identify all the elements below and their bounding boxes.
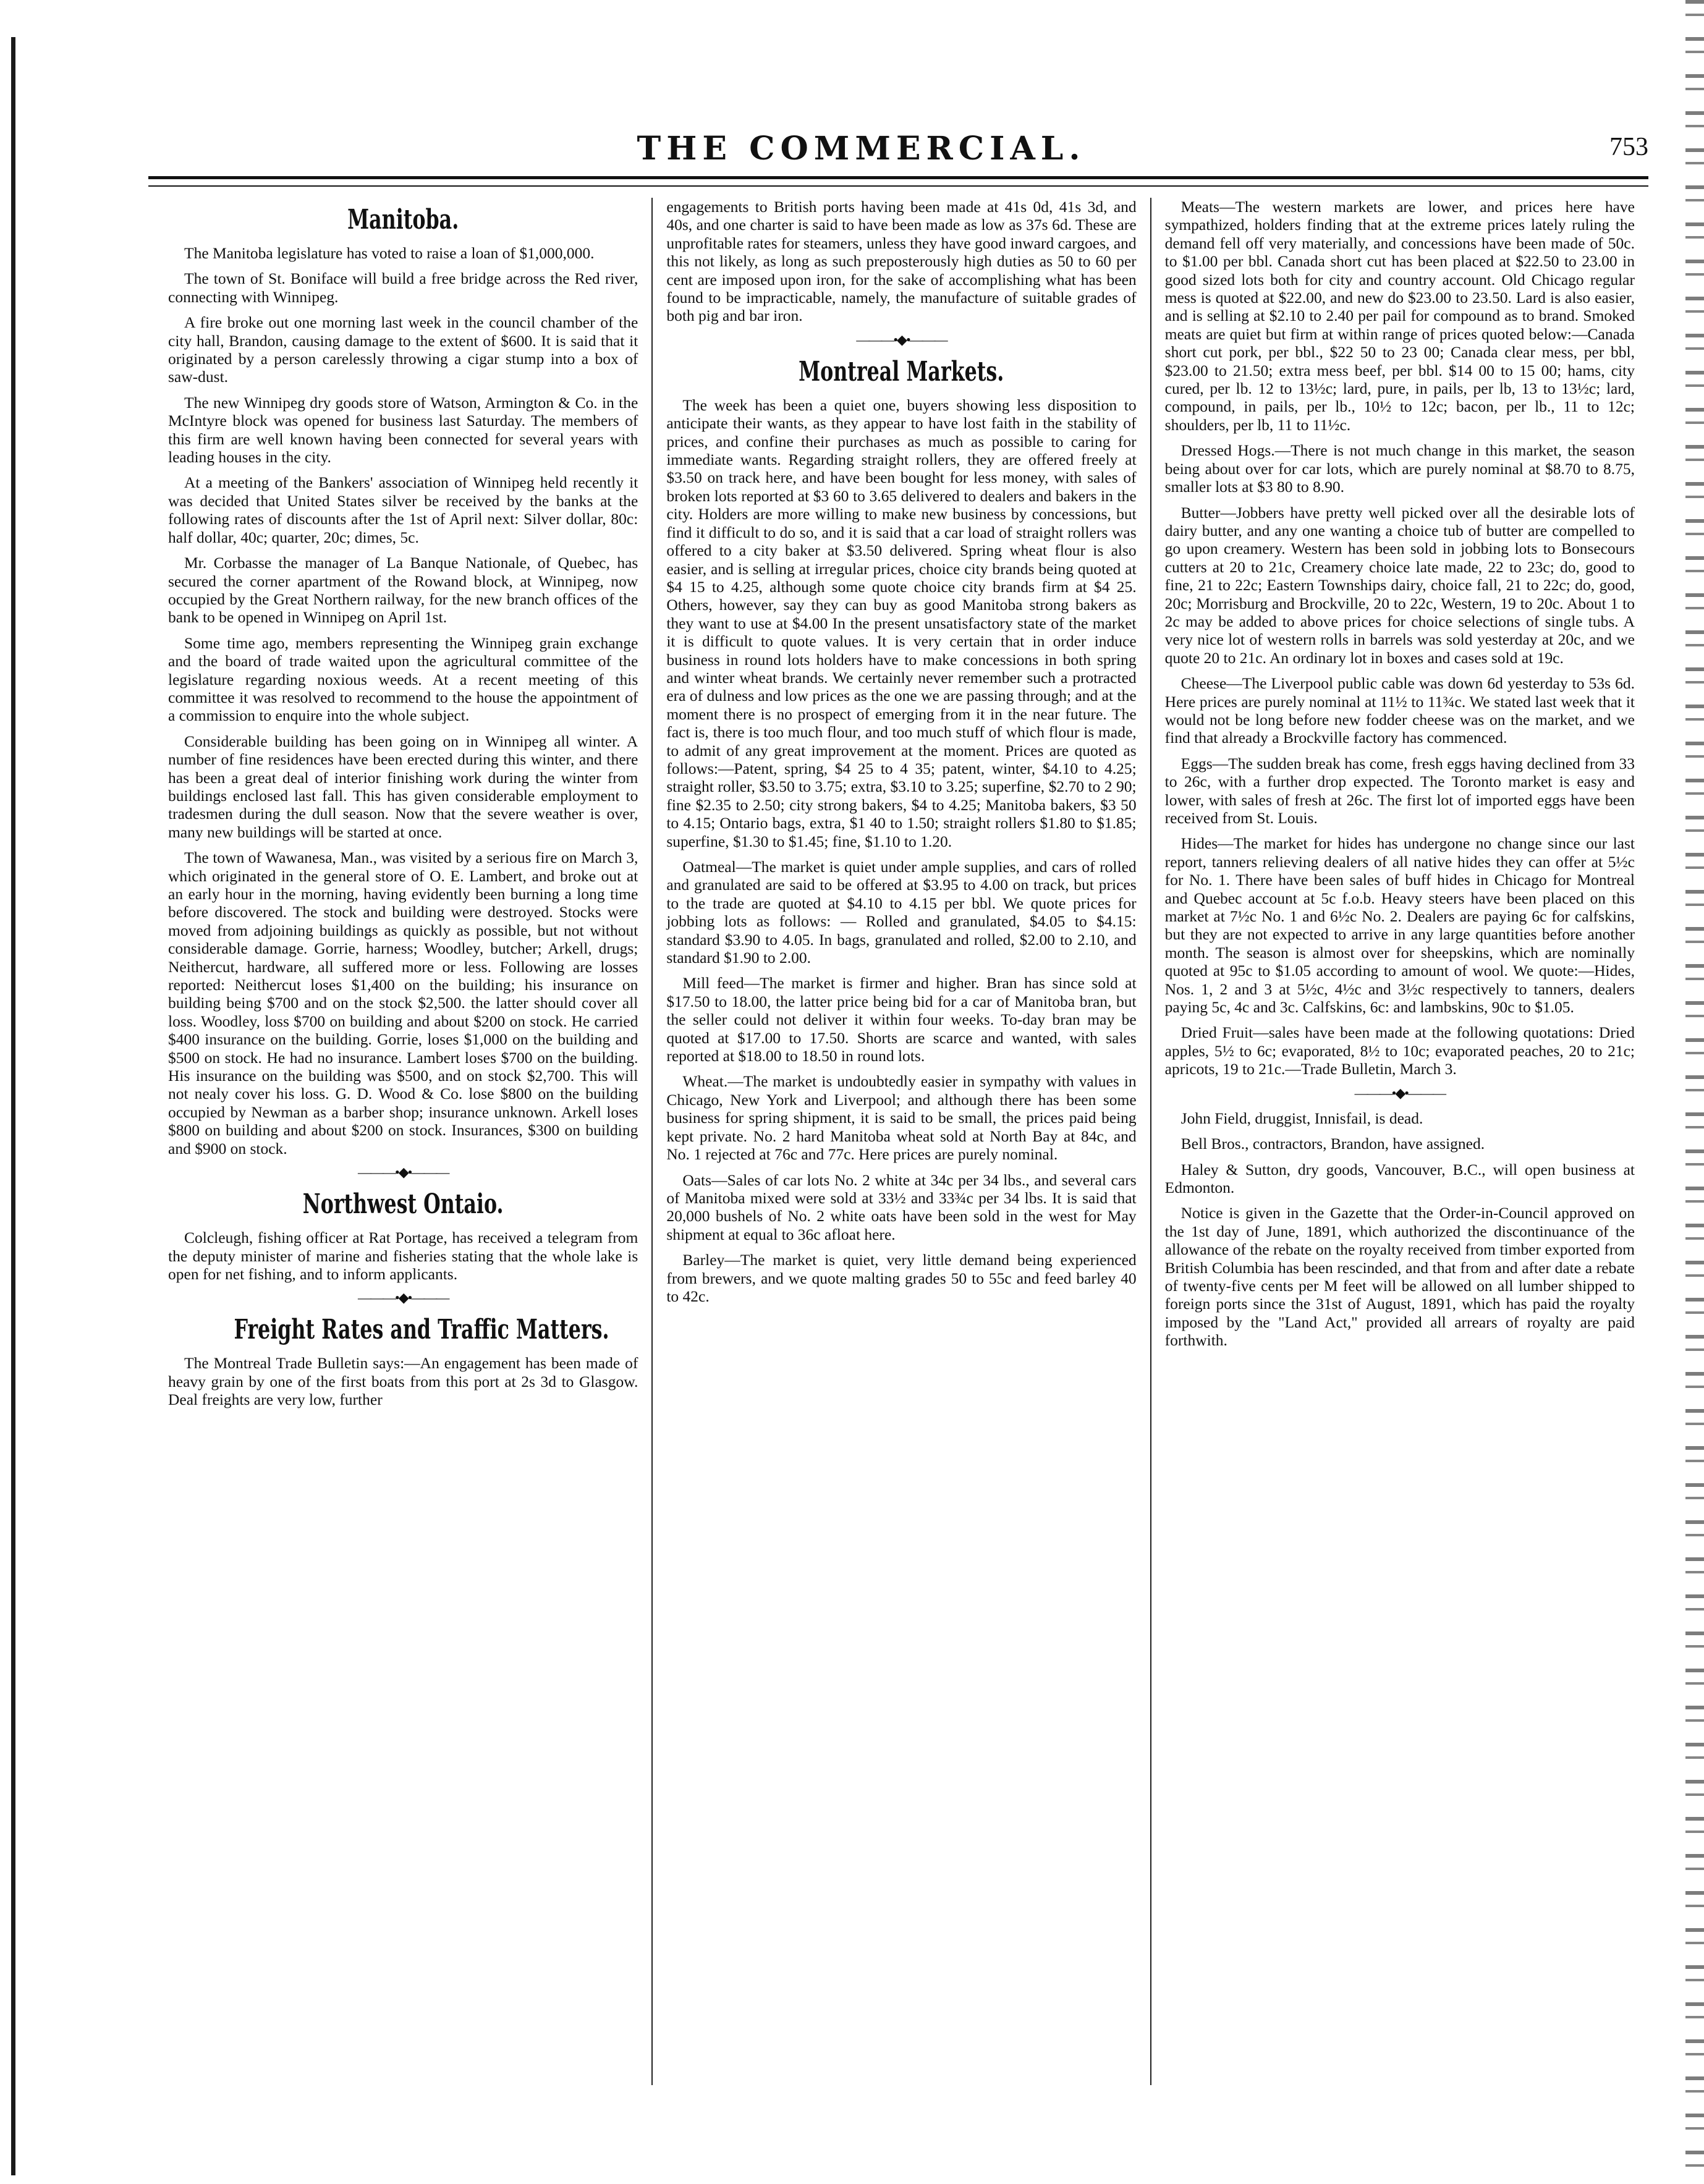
paragraph: The new Winnipeg dry goods store of Watson, Armington & Co. in the McIntyre block was opened for business last Saturday. The members of this firm are well known having been connected for several years with leading houses in the city. — [168, 393, 638, 467]
paragraph: Oats—Sales of car lots No. 2 white at 34c per 34 lbs., and several cars of Manitoba mixed were sold at 33½ and 33¾c per 34 lbs. It is said that 20,000 bushels of No. 2 white oats have been sold in the west for May shipment at equal to 36c afloat here. — [666, 1170, 1137, 1243]
paragraph: At a meeting of the Bankers' association of Winnipeg held recently it was decided that United States silver be received by the banks at the following rates of discounts after the 1st of April next: Silver dollar, 80c: half dollar, 40c; quarter, 20c; dimes, 5c. — [168, 473, 638, 546]
paragraph: The town of Wawanesa, Man., was visited by a serious fire on March 3, which originated in the general store of O. E. Lambert, and broke out at an early hour in the morning, having evidently been burning a long time before discovered. The stock and building were destroyed. Stocks were moved from adjoining buildings as quickly as possible, but not without considerable damage. Gorrie, harness; Woodley, butcher; Arkell, drugs; Neithercut, hardware, all suffered more or less. Following are losses reported: Neithercut loses $1,400 on the building; his insurance on building being $700 and on the stock $2,500. the latter should cover all loss. Woodley, loss $700 on building and about $200 on stock. He carried $400 insurance on the building. Gorrie, loses $1,000 on the building and $500 on stock. He had no insurance. Lambert loses $700 on the building. His insurance on the building was $500, and on stock $2,700. This will not nealy cover his loss. G. D. Wood & Co. lose $800 on the building occupied by Newman as a barber shop; insurance unknown. Arkell loses $800 on building and about $200 on stock. Insurances, $300 on building and $900 on stock. — [168, 849, 638, 1158]
paragraph: Mr. Corbasse the manager of La Banque Nationale, of Quebec, has secured the corner apartment of the Rowand block, at Winnipeg, now occupied by the Great Northern railway, for the new branch offices of the bank to be opened in Winnipeg on April 1st. — [168, 554, 638, 627]
header-rule-thin — [148, 185, 1648, 187]
paragraph: Colcleugh, fishing officer at Rat Portage, has received a telegram from the deputy minister of marine and fisheries stating that the whole lake is open for net fishing, and to inform applicants. — [168, 1229, 638, 1283]
paragraph: Mill feed—The market is firmer and higher. Bran has since sold at $17.50 to 18.00, the latter price being bid for a car of Manitoba bran, but the seller could not deliver it within four weeks. To-day bran may be quoted at $17.00 to 17.50. Shorts are scarce and wanted, with sales reported at $18.00 to 18.50 in round lots. — [666, 974, 1137, 1065]
paragraph: John Field, druggist, Innisfail, is dead. — [1181, 1109, 1423, 1127]
page-number: 753 — [1609, 133, 1648, 161]
paragraph: Some time ago, members representing the Winnipeg grain exchange and the board of trade waited upon the agricultural committee of the legislature regarding noxious weeds. At a recent meeting of this committee it was resolved to recommend to the house the appointment of a commission to enquire into the whole subject. — [168, 633, 638, 725]
paragraph: Bell Bros., contractors, Brandon, have assigned. — [1181, 1135, 1485, 1153]
section-separator: ———•◆•——— — [1354, 1085, 1445, 1101]
heading-freight-rates: Freight Rates and Traffic Matters. — [234, 1314, 609, 1346]
paragraph: Barley—The market is quiet, very little demand being experienced from brewers, and we quote malting grades 50 to 55c and feed barley 40 to 42c. — [666, 1251, 1137, 1305]
paragraph: A fire broke out one morning last week in the council chamber of the city hall, Brandon, causing damage to the extent of $600. It is said that it originated by a person carelessly throwing a cigar stump into a box of saw-dust. — [168, 313, 638, 386]
paragraph: Wheat.—The market is undoubtedly easier in sympathy with values in Chicago, New York and Liverpool; and although there has been some business for spring shipment, it is said to be small, the prices paid being kept private. No. 2 hard Manitoba wheat sold at North Bay at 84c, and No. 1 rejected at 76c and 77c. Here prices are purely nominal. — [666, 1072, 1137, 1164]
page-header — [74, 130, 1648, 173]
paragraph: Meats—The western markets are lower, and prices here have sympathized, holders finding that at the extreme prices lately ruling the demand fell off very materially, and concessions have been made of 50c. to $1.00 per bbl. Canada short cut has been placed at $22.50 to 23.00 in good sized lots both for city and country account. Old Chicago regular mess is quoted at $22.00, and new do $23.00 to 23.50. Lard is also easier, and is selling at $2.10 to 2.40 per pail for compound as to brand. Smoked meats are quiet but firm at within range of prices quoted below:—Canada short cut pork, per bbl., $22 50 to 23 00; Canada clear mess, per bbl, $23.00 to 21.50; extra mess beef, per bbl. $14 00 to 15 00; hams, city cured, per lb. 12 to 13½c; lard, pure, in pails, per lb, 13 to 13½c; lard, compound, in pails, per lb., 10½ to 12c; bacon, per lb., 11 to 12c; shoulders, per lb, 11 to 11½c. — [1164, 198, 1635, 434]
heading-northwest-ontario: Northwest Ontaio. — [302, 1188, 504, 1221]
header-rule-thick — [148, 176, 1648, 179]
paragraph: Cheese—The Liverpool public cable was down 6d yesterday to 53s 6d. Here prices are purely nominal at 11½ to 11¾c. We stated last week that it would not be long before new fodder cheese was on the market, and we find that already a Brockville factory has commenced. — [1164, 674, 1635, 747]
heading-manitoba: Manitoba. — [347, 204, 459, 235]
paragraph: Dressed Hogs.—There is not much change in this market, the season being about over for car lots, which are purely nominal at $8.70 to 8.75, smaller lots at $3 80 to 8.90. — [1164, 441, 1635, 496]
section-separator: ———•◆•——— — [358, 1290, 449, 1306]
paragraph: Oatmeal—The market is quiet under ample supplies, and cars of rolled and granulated are said to be offered at $3.95 to 4.00 on track, but prices to the trade are quoted at $4.10 to 4.15 per bbl. We quote prices for jobbing lots as follows: — Rolled and granulated, $4.05 to $4.15: standard $3.90 to 4.05. In bags, granulated and rolled, $2.00 to 2.10, and standard $1.90 to 2.00. — [666, 858, 1137, 967]
heading-montreal-markets: Montreal Markets. — [799, 355, 1004, 387]
paragraph: The Montreal Trade Bulletin says:—An engagement has been made of heavy grain by one of the first boats from this port at 2s 3d to Glasgow. Deal freights are very low, further — [168, 1354, 638, 1409]
section-separator: ———•◆•——— — [856, 331, 947, 347]
paragraph: Dried Fruit—sales have been made at the following quotations: Dried apples, 5½ to 6c; evaporated, 8½ to 10c; evaporated peaches, 20 to 21c; apricots, 19 to 21c.—Trade Bulletin, March 3. — [1164, 1023, 1635, 1078]
paragraph: The week has been a quiet one, buyers showing less disposition to anticipate their wants, as they appear to have lost faith in the stability of prices, and confine their purchases as much as possible to caring for immediate wants. Regarding straight rollers, they are offered freely at $3.50 on track here, and have been bought for less money, with sales of broken lots reported at $3 60 to 3.65 delivered to dealers and bakers in the city. Holders are more willing to make new business by concessions, but find it difficult to do so, and it is said that a car load of straight rollers was offered to a city baker at $3.50 delivered. Spring wheat flour is also easier, and is selling at irregular prices, choice city brands being quoted at $4 15 to 4.25, although some quote choice city brands firm at $4 25. Others, however, say they can buy as good Manitoba strong bakers as they want to use at $4.00 In the present unsatisfactory state of the market it is difficult to quote values. It is very certain that in order induce business in round lots holders have to make concessions in both spring and winter wheat brands. We certainly never remember such a protracted era of dulness and low prices as the one we are passing through; and at the moment there is no prospect of emerging from it in the near future. The fact is, there is too much flour, and too much stuff of which flour is made, to admit of any great improvement at the moment. Prices are quoted as follows:—Patent, spring, $4 25 to 4 35; patent, winter, $4.10 to 4.25; straight roller, $3.50 to 3.75; extra, $3.10 to 3.25; superfine, $2.70 to 2 90; fine $2.35 to 2.50; city strong bakers, $4 to 4.25; Manitoba bakers, $3 50 to 4.15; Ontario bags, extra, $1 40 to 1.50; straight rollers $1.80 to $1.85; superfine, $1.30 to $1.45; fine, $1.10 to 1.20. — [666, 396, 1137, 850]
paragraph: Considerable building has been going on in Winnipeg all winter. A number of fine residences have been erected during this winter, and there has been a great deal of interior finishing work during the winter from buildings enclosed last fall. This has given considerable employment to tradesmen during the dull season. Now that the severe weather is over, many new buildings will be started at once. — [168, 732, 638, 841]
paragraph: Notice is given in the Gazette that the Order-in-Council approved on the 1st day of June, 1891, which authorized the discontinuance of the allowance of the rebate on the royalty received from timber exported from British Columbia has been rescinded, and that from and after date a rebate of twenty-five cents per M feet will be allowed on all lumber shipped to foreign ports since the 31st of August, 1891, which has paid the royalty imposed by the "Land Act," provided all arrears of royalty are paid forthwith. — [1164, 1204, 1635, 1350]
binding-edge-line — [11, 37, 15, 2175]
paragraph: engagements to British ports having been made at 41s 0d, 41s 3d, and 40s, and one charter is said to have been made as low as 37s 6d. These are unprofitable rates for steamers, unless they have good inward cargoes, and this not likely, as long as such preposterously high duties as 50 to 60 per cent are imposed upon iron, for the sake of accomplishing what has been found to be impracticable, namely, the manufacture of suitable grades of both pig and bar iron. — [666, 198, 1137, 325]
page-binding-margin — [0, 0, 43, 2184]
paragraph: Haley & Sutton, dry goods, Vancouver, B.C., will open business at Edmonton. — [1164, 1160, 1635, 1196]
article-columns — [155, 198, 1648, 2085]
paragraph: The Manitoba legislature has voted to raise a loan of $1,000,000. — [184, 244, 595, 262]
column-2 — [651, 198, 1150, 2085]
section-separator: ———•◆•——— — [358, 1164, 449, 1180]
paragraph: Butter—Jobbers have pretty well picked over all the desirable lots of dairy butter, and any one wanting a choice tub of butter are compelled to go upon creamery. Western has been sold in jobbing lots to Bonsecours cutters at 20 to 21c, Creamery choice late made, 22 to 23c; do, good to fine, 21 to 22c; Eastern Townships dairy, choice fall, 21 to 22c; do, good, 20c; Morrisburg and Brockville, 20 to 22c, Western, 19 to 20c. About 1 to 2c may be added to above prices for choice selections of single tubs. A very nice lot of western rolls in barrels was sold yesterday at 20c, and we quote 20 to 21c. An ordinary lot in boxes and cases sold at 19c. — [1164, 503, 1635, 667]
column-1 — [155, 198, 651, 2085]
paragraph: Eggs—The sudden break has come, fresh eggs having declined from 33 to 26c, with a further drop expected. The Toronto market is easy and lower, with sales of fresh at 26c. The first lot of imported eggs have been received from St. Louis. — [1164, 754, 1635, 827]
column-3 — [1150, 198, 1648, 2085]
scan-right-edge — [1685, 0, 1704, 2184]
paragraph: The town of St. Boniface will build a free bridge across the Red river, connecting with Winnipeg. — [168, 269, 638, 306]
masthead: THE COMMERCIAL. — [637, 130, 1086, 167]
paragraph: Hides—The market for hides has undergone no change since our last report, tanners relieving dealers of all native hides they can offer at 5½c for No. 1. There have been sales of buff hides in Chicago for Montreal and Quebec account at 5c f.o.b. Heavy steers have been placed on this market at 7½c No. 1 and 6½c No. 2. Dealers are paying 6c for calfskins, but they are not expected to arrive in any large quantities before another month. The season is almost over for sheepskins, which are nominally quoted at 95c to $1.05 according to amount of wool. We quote:—Hides, Nos. 1, 2 and 3 at 5½c, 4½c and 3½c respectively to tanners, dealers paying 5c, 4c and 3c. Calfskins, 6c: and lambskins, 90c to $1.05. — [1164, 834, 1635, 1017]
